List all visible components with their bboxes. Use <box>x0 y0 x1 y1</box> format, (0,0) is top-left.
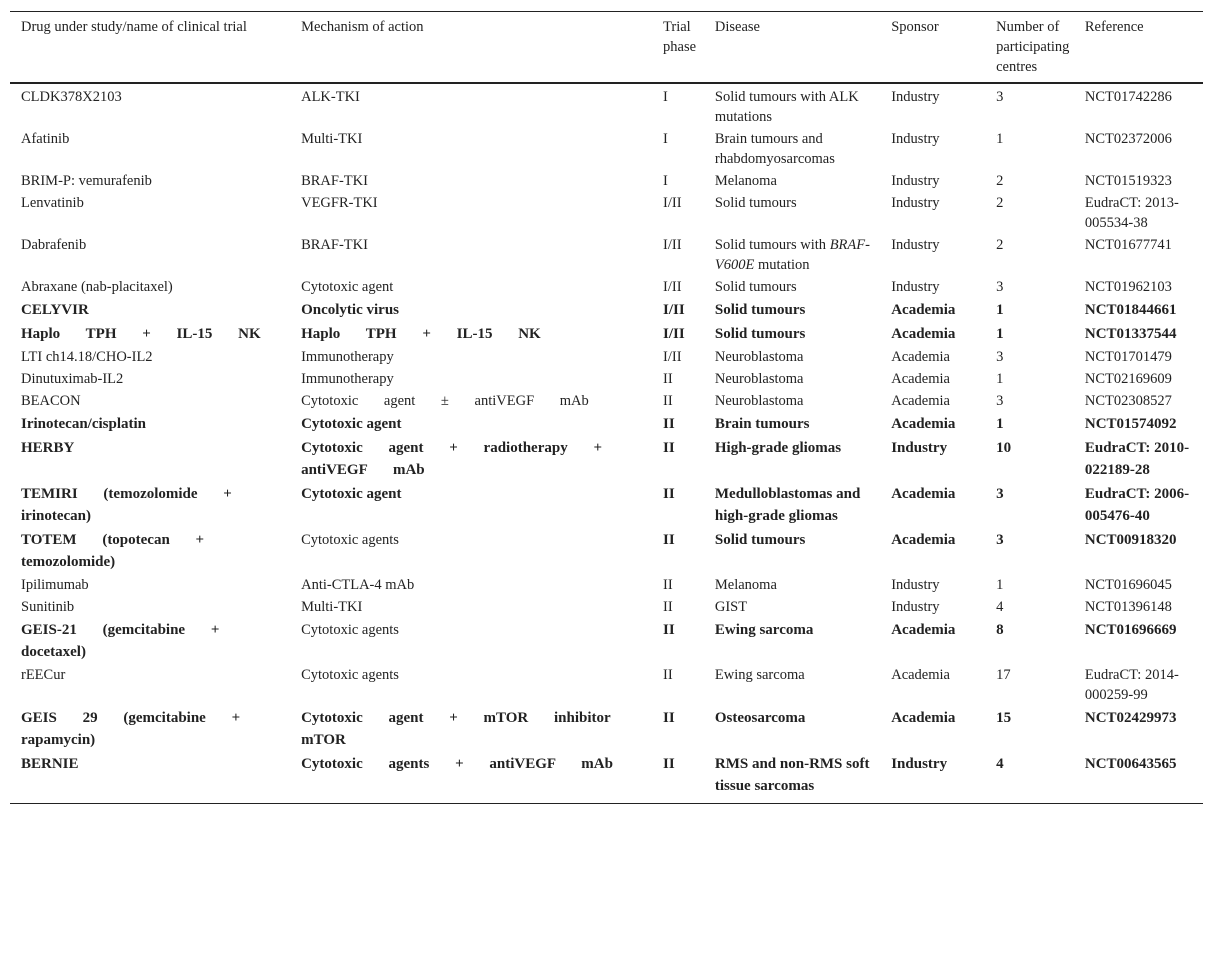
table-row-highlighted <box>10 435 1203 481</box>
mechanism-cell: Immunotherapy <box>301 349 394 365</box>
phase-cell: II <box>663 371 673 387</box>
drug-cell: LTI ch14.18/CHO-IL2 <box>21 349 153 365</box>
centres-cell: 4 <box>996 756 1004 772</box>
reference-cell: NCT01696045 <box>1084 577 1172 593</box>
mechanism-cell: Anti-CTLA-4 mAb <box>301 577 415 593</box>
clinical-trials-table <box>10 11 1203 804</box>
disease-cell: Osteosarcoma <box>714 710 806 726</box>
reference-cell: NCT01962103 <box>1084 279 1172 295</box>
table-row-highlighted <box>10 617 1203 663</box>
sponsor-cell: Industry <box>891 173 940 189</box>
sponsor-cell: Academia <box>891 532 956 548</box>
header-phase: Trial phase <box>663 19 697 55</box>
header-sponsor: Sponsor <box>891 19 939 35</box>
table-row-highlighted <box>10 751 1203 804</box>
centres-cell: 1 <box>996 131 1004 147</box>
phase-cell: I/II <box>663 279 682 295</box>
drug-cell: Haplo TPH + IL-15 NK <box>21 326 261 342</box>
disease-cell: Ewing sarcoma <box>714 667 805 683</box>
reference-cell: NCT01742286 <box>1084 89 1172 105</box>
gene-mutation-text: BRAF-V600E <box>714 237 870 273</box>
disease-cell: Solid tumours <box>714 302 806 318</box>
drug-cell: Dabrafenib <box>21 237 87 253</box>
phase-cell: I/II <box>663 326 685 342</box>
mechanism-cell: Cytotoxic agent + radiotherapy + antiVEGF mAb <box>301 440 602 478</box>
drug-cell: Afatinib <box>21 131 70 147</box>
disease-cell: Brain tumours <box>714 416 810 432</box>
reference-cell: NCT01844661 <box>1084 302 1177 318</box>
phase-cell: I/II <box>663 237 682 253</box>
sponsor-cell: Academia <box>891 667 950 683</box>
phase-cell: II <box>663 710 675 726</box>
mechanism-cell: ALK-TKI <box>301 89 360 105</box>
table-row <box>10 233 1203 275</box>
drug-cell: HERBY <box>21 440 75 456</box>
reference-cell: NCT02308527 <box>1084 393 1172 409</box>
disease-cell: Solid tumours <box>714 195 797 211</box>
drug-cell: BRIM-P: vemurafenib <box>21 173 152 189</box>
mechanism-cell: Cytotoxic agent <box>301 416 402 432</box>
header-drug: Drug under study/name of clinical trial <box>21 19 247 35</box>
phase-cell: II <box>663 667 673 683</box>
phase-cell: I/II <box>663 349 682 365</box>
sponsor-cell: Industry <box>891 131 940 147</box>
mechanism-cell: BRAF-TKI <box>301 237 368 253</box>
drug-cell: rEECur <box>21 667 66 683</box>
mechanism-cell: Cytotoxic agent ± antiVEGF mAb <box>301 393 589 409</box>
disease-cell: Solid tumours <box>714 532 806 548</box>
disease-cell: Neuroblastoma <box>714 371 804 387</box>
sponsor-cell: Industry <box>891 599 940 615</box>
drug-cell: Lenvatinib <box>21 195 84 211</box>
centres-cell: 3 <box>996 279 1004 295</box>
header-reference: Reference <box>1084 19 1144 35</box>
centres-cell: 1 <box>996 577 1004 593</box>
phase-cell: II <box>663 577 673 593</box>
reference-cell: EudraCT: 2006-005476-40 <box>1084 486 1190 524</box>
sponsor-cell: Industry <box>891 440 948 456</box>
centres-cell: 1 <box>996 326 1004 342</box>
reference-cell: NCT02169609 <box>1084 371 1172 387</box>
drug-cell: Dinutuximab-IL2 <box>21 371 124 387</box>
disease-cell: Solid tumours <box>714 279 797 295</box>
mechanism-cell: Cytotoxic agent <box>301 486 402 502</box>
phase-cell: II <box>663 756 675 772</box>
disease-cell: Ewing sarcoma <box>714 622 814 638</box>
centres-cell: 3 <box>996 532 1004 548</box>
drug-cell: CLDK378X2103 <box>21 89 122 105</box>
phase-cell: II <box>663 599 673 615</box>
phase-cell: II <box>663 622 675 638</box>
table-row <box>10 345 1203 367</box>
mechanism-cell: Haplo TPH + IL-15 NK <box>301 326 541 342</box>
drug-cell: Ipilimumab <box>21 577 89 593</box>
phase-cell: I/II <box>663 195 682 211</box>
reference-cell: NCT01396148 <box>1084 599 1172 615</box>
mechanism-cell: VEGFR-TKI <box>301 195 378 211</box>
phase-cell: II <box>663 416 675 432</box>
mechanism-cell: Oncolytic virus <box>301 302 400 318</box>
reference-cell: NCT01677741 <box>1084 237 1172 253</box>
table-row <box>10 83 1203 127</box>
table-row-highlighted <box>10 411 1203 435</box>
reference-cell: NCT01519323 <box>1084 173 1172 189</box>
drug-cell: TEMIRI (temozolomide + irinotecan) <box>21 486 232 524</box>
disease-cell: Neuroblastoma <box>714 349 804 365</box>
table-row <box>10 191 1203 233</box>
sponsor-cell: Academia <box>891 710 956 726</box>
table-row <box>10 595 1203 617</box>
table-row <box>10 275 1203 297</box>
sponsor-cell: Academia <box>891 486 956 502</box>
mechanism-cell: Immunotherapy <box>301 371 394 387</box>
reference-cell: NCT01574092 <box>1084 416 1177 432</box>
disease-cell: Neuroblastoma <box>714 393 804 409</box>
drug-cell: Sunitinib <box>21 599 75 615</box>
centres-cell: 2 <box>996 195 1004 211</box>
drug-cell: GEIS-21 (gemcitabine + docetaxel) <box>21 622 220 660</box>
drug-cell: BERNIE <box>21 756 79 772</box>
reference-cell: EudraCT: 2013-005534-38 <box>1084 195 1179 231</box>
drug-cell: GEIS 29 (gemcitabine + rapamycin) <box>21 710 241 748</box>
centres-cell: 17 <box>996 667 1011 683</box>
disease-cell: Melanoma <box>714 577 777 593</box>
disease-cell: Solid tumours <box>714 326 806 342</box>
reference-cell: NCT00643565 <box>1084 756 1177 772</box>
sponsor-cell: Industry <box>891 89 940 105</box>
centres-cell: 3 <box>996 486 1004 502</box>
phase-cell: II <box>663 393 673 409</box>
mechanism-cell: Cytotoxic agents <box>301 532 399 548</box>
sponsor-cell: Industry <box>891 756 948 772</box>
mechanism-cell: Cytotoxic agent <box>301 279 394 295</box>
centres-cell: 1 <box>996 302 1004 318</box>
table-row <box>10 367 1203 389</box>
drug-cell: TOTEM (topotecan + temozolomide) <box>21 532 205 570</box>
disease-cell: GIST <box>714 599 748 615</box>
reference-cell: EudraCT: 2010-022189-28 <box>1084 440 1190 478</box>
centres-cell: 3 <box>996 393 1004 409</box>
reference-cell: NCT02429973 <box>1084 710 1177 726</box>
table-row-highlighted <box>10 297 1203 321</box>
table-row <box>10 389 1203 411</box>
sponsor-cell: Industry <box>891 279 940 295</box>
sponsor-cell: Industry <box>891 195 940 211</box>
header-mechanism: Mechanism of action <box>301 19 424 35</box>
table-row <box>10 127 1203 169</box>
reference-cell: NCT00918320 <box>1084 532 1177 548</box>
sponsor-cell: Academia <box>891 326 956 342</box>
phase-cell: I <box>663 173 668 189</box>
mechanism-cell: BRAF-TKI <box>301 173 368 189</box>
disease-cell: Melanoma <box>714 173 777 189</box>
phase-cell: II <box>663 486 675 502</box>
phase-cell: I <box>663 89 668 105</box>
sponsor-cell: Academia <box>891 622 956 638</box>
table-row <box>10 663 1203 705</box>
centres-cell: 1 <box>996 371 1004 387</box>
mechanism-cell: Cytotoxic agents <box>301 667 399 683</box>
table-row <box>10 573 1203 595</box>
phase-cell: II <box>663 440 675 456</box>
reference-cell: NCT02372006 <box>1084 131 1172 147</box>
mechanism-cell: Multi-TKI <box>301 599 363 615</box>
centres-cell: 2 <box>996 237 1004 253</box>
phase-cell: II <box>663 532 675 548</box>
centres-cell: 2 <box>996 173 1004 189</box>
sponsor-cell: Academia <box>891 349 950 365</box>
disease-cell: Solid tumours with ALK mutations <box>714 89 859 125</box>
sponsor-cell: Academia <box>891 371 950 387</box>
reference-cell: NCT01701479 <box>1084 349 1172 365</box>
sponsor-cell: Academia <box>891 302 956 318</box>
centres-cell: 4 <box>996 599 1004 615</box>
mechanism-cell: Cytotoxic agents <box>301 622 399 638</box>
phase-cell: I <box>663 131 668 147</box>
centres-cell: 8 <box>996 622 1004 638</box>
disease-cell: Medulloblastomas and high-grade gliomas <box>714 486 861 524</box>
table-row-highlighted <box>10 481 1203 527</box>
table-row-highlighted <box>10 527 1203 573</box>
mechanism-cell: Cytotoxic agent + mTOR inhibitor mTOR <box>301 710 611 748</box>
drug-cell: CELYVIR <box>21 302 89 318</box>
drug-cell: Abraxane (nab-placitaxel) <box>21 279 173 295</box>
header-centres: Number of participating centres <box>996 19 1070 75</box>
phase-cell: I/II <box>663 302 685 318</box>
reference-cell: NCT01696669 <box>1084 622 1177 638</box>
header-row <box>10 12 1203 84</box>
centres-cell: 1 <box>996 416 1004 432</box>
mechanism-cell: Cytotoxic agents + antiVEGF mAb <box>301 756 613 772</box>
centres-cell: 15 <box>996 710 1012 726</box>
header-disease: Disease <box>714 19 760 35</box>
sponsor-cell: Industry <box>891 577 940 593</box>
reference-cell: EudraCT: 2014-000259-99 <box>1084 667 1179 703</box>
table-row <box>10 169 1203 191</box>
disease-cell: High-grade gliomas <box>714 440 842 456</box>
drug-cell: BEACON <box>21 393 81 409</box>
sponsor-cell: Academia <box>891 393 950 409</box>
table-row-highlighted <box>10 321 1203 345</box>
drug-cell: Irinotecan/cisplatin <box>21 416 147 432</box>
centres-cell: 3 <box>996 349 1004 365</box>
table-row-highlighted <box>10 705 1203 751</box>
sponsor-cell: Industry <box>891 237 940 253</box>
disease-text-suffix: mutation <box>754 257 810 273</box>
reference-cell: NCT01337544 <box>1084 326 1177 342</box>
disease-cell: RMS and non-RMS soft tissue sarcomas <box>714 756 870 794</box>
disease-text: Solid tumours with <box>714 237 830 253</box>
centres-cell: 10 <box>996 440 1012 456</box>
mechanism-cell: Multi-TKI <box>301 131 363 147</box>
centres-cell: 3 <box>996 89 1004 105</box>
disease-cell: Brain tumours and rhabdomyosarcomas <box>714 131 835 167</box>
sponsor-cell: Academia <box>891 416 956 432</box>
disease-cell <box>704 233 880 275</box>
